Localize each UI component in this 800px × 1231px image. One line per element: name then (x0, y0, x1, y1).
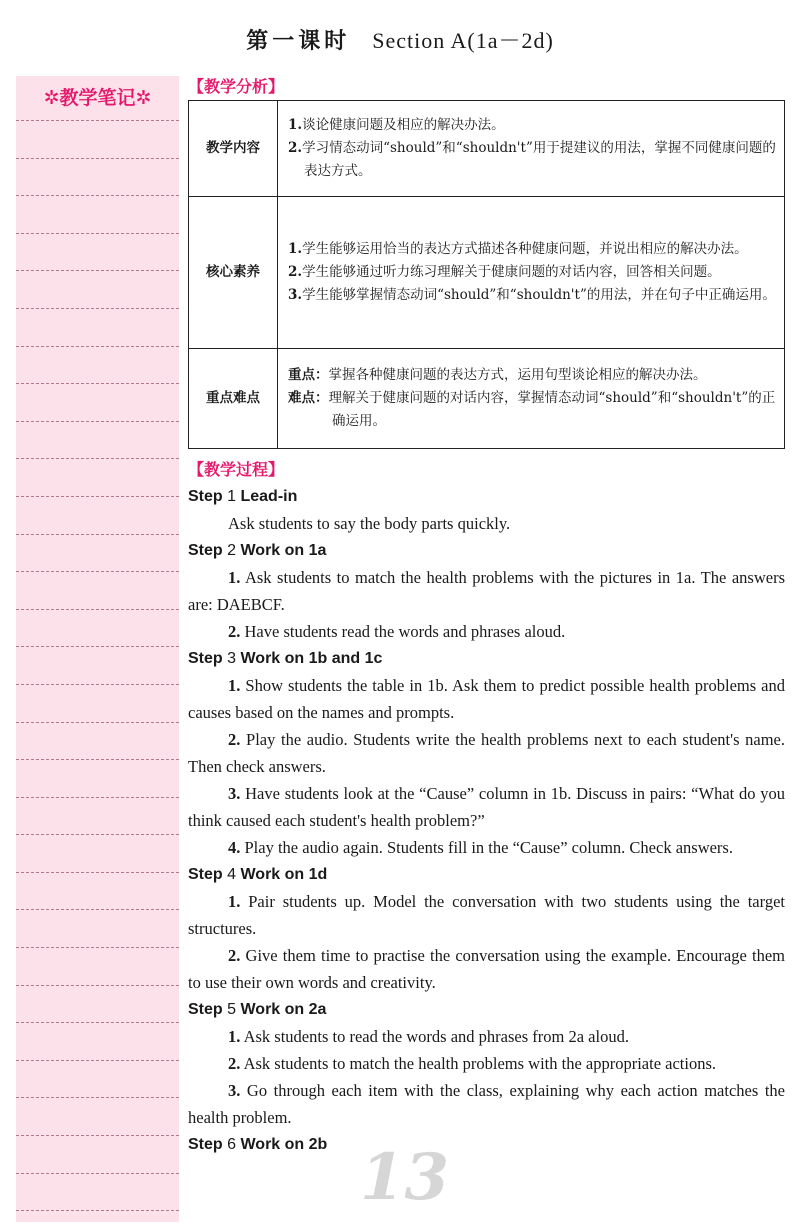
analysis-item-number: 重点： (288, 367, 329, 383)
note-line (16, 1174, 179, 1212)
analysis-row (189, 349, 785, 449)
step-number: 3 (227, 650, 237, 667)
lesson-label: 第一课时 (246, 28, 351, 53)
step-paragraph (188, 834, 785, 861)
note-line (16, 986, 179, 1024)
analysis-row-label: 教学内容 (189, 101, 278, 197)
paragraph-number: 2. (228, 622, 241, 641)
step-heading (188, 537, 785, 564)
step-heading (188, 996, 785, 1023)
analysis-row-content (278, 101, 785, 197)
paragraph-text: Show students the table in 1b. Ask them to predict possible health problems and causes based on the names and prompts. (188, 676, 785, 722)
analysis-item (288, 238, 776, 261)
note-line (16, 798, 179, 836)
note-line (16, 1023, 179, 1061)
analysis-item (288, 137, 776, 183)
note-line (16, 234, 179, 272)
analysis-item-text: 学生能够运用恰当的表达方式描述各种健康问题，并说出相应的解决办法。 (302, 241, 748, 257)
paragraph-text: Ask students to match the health problems with the appropriate actions. (240, 1054, 717, 1073)
paragraph-number: 2. (228, 1054, 241, 1073)
note-line (16, 459, 179, 497)
step-paragraph (188, 564, 785, 618)
paragraph-text: Pair students up. Model the conversation with two students using the target structures. (188, 892, 785, 938)
step-title: Work on 1d (240, 866, 328, 883)
page-number: 13 (360, 1140, 450, 1215)
step-paragraph (188, 942, 785, 996)
analysis-item (288, 387, 776, 433)
paragraph-text: Have students look at the “Cause” column in 1b. Discuss in pairs: “What do you think caused each student's health problem?” (188, 784, 785, 830)
teaching-notes-column (16, 76, 179, 1222)
step-number: 2 (227, 542, 237, 559)
notes-lines (16, 121, 179, 1211)
step-heading (188, 483, 785, 510)
notes-title: ✲教学笔记✲ (16, 76, 179, 121)
step-word: Step (188, 650, 223, 667)
step-paragraph (188, 510, 785, 537)
note-line (16, 384, 179, 422)
analysis-item-text: 学生能够通过听力练习理解关于健康问题的对话内容，回答相关问题。 (302, 264, 721, 280)
analysis-item-number: 1. (288, 117, 303, 133)
step-paragraph (188, 1050, 785, 1077)
step-heading (188, 861, 785, 888)
note-line (16, 535, 179, 573)
note-line (16, 873, 179, 911)
step-title: Lead-in (240, 488, 298, 505)
step-title: Work on 1a (240, 542, 327, 559)
note-line (16, 309, 179, 347)
paragraph-text: Play the audio again. Students fill in the “Cause” column. Check answers. (240, 838, 733, 857)
paragraph-text: Give them time to practise the conversation using the example. Encourage them to use their own words and creativity. (188, 946, 785, 992)
paragraph-number: 4. (228, 838, 241, 857)
note-line (16, 948, 179, 986)
analysis-item-text: 掌握各种健康问题的表达方式，运用句型谈论相应的解决办法。 (328, 367, 707, 383)
note-line (16, 610, 179, 648)
paragraph-number: 2. (228, 946, 241, 965)
analysis-item-number: 1. (288, 241, 303, 257)
paragraph-number: 3. (228, 1081, 241, 1100)
step-paragraph (188, 618, 785, 645)
analysis-item-number: 2. (288, 264, 303, 280)
note-line (16, 271, 179, 309)
paragraph-text: Have students read the words and phrases aloud. (240, 622, 566, 641)
analysis-row-content (278, 349, 785, 449)
analysis-item-text: 学生能够掌握情态动词“should”和“shouldn't”的用法，并在句子中正确运用。 (302, 287, 776, 303)
note-line (16, 910, 179, 948)
analysis-item (288, 261, 776, 284)
process-heading: 【教学过程】 (188, 460, 285, 479)
analysis-row (189, 197, 785, 349)
analysis-row (189, 101, 785, 197)
page-title (0, 24, 800, 55)
analysis-row-label: 重点难点 (189, 349, 278, 449)
step-word: Step (188, 866, 223, 883)
step-paragraph (188, 780, 785, 834)
step-title: Work on 2b (240, 1136, 328, 1153)
step-paragraph (188, 726, 785, 780)
analysis-item-number: 3. (288, 287, 303, 303)
note-line (16, 1136, 179, 1174)
analysis-item-number: 难点： (288, 390, 329, 406)
note-line (16, 159, 179, 197)
paragraph-text: Go through each item with the class, explaining why each action matches the health problem. (188, 1081, 785, 1127)
step-paragraph (188, 888, 785, 942)
step-number: 6 (227, 1136, 237, 1153)
step-title: Work on 1b and 1c (240, 650, 383, 667)
analysis-item (288, 284, 776, 307)
paragraph-number: 1. (228, 892, 241, 911)
note-line (16, 347, 179, 385)
paragraph-number: 3. (228, 784, 241, 803)
step-word: Step (188, 1001, 223, 1018)
step-heading (188, 1131, 785, 1158)
analysis-item-text: 理解关于健康问题的对话内容，掌握情态动词“should”和“shouldn't”的正确运用。 (328, 390, 776, 429)
step-number: 1 (227, 488, 237, 505)
analysis-item-number: 2. (288, 140, 303, 156)
note-line (16, 1061, 179, 1099)
step-paragraph (188, 1077, 785, 1131)
step-word: Step (188, 1136, 223, 1153)
step-word: Step (188, 488, 223, 505)
note-line (16, 647, 179, 685)
main-content (188, 74, 785, 1158)
analysis-item (288, 364, 776, 387)
paragraph-number: 2. (228, 730, 241, 749)
note-line (16, 760, 179, 798)
step-paragraph (188, 1023, 785, 1050)
analysis-row-label: 核心素养 (189, 197, 278, 349)
note-line (16, 1098, 179, 1136)
paragraph-number: 1. (228, 1027, 241, 1046)
analysis-table (188, 100, 785, 449)
note-line (16, 685, 179, 723)
section-label: Section A(1a－2d) (372, 28, 554, 53)
analysis-row-content (278, 197, 785, 349)
analysis-item-text: 学习情态动词“should”和“shouldn't”用于提建议的用法，掌握不同健康问题的表达方式。 (302, 140, 776, 179)
analysis-item (288, 114, 776, 137)
step-title: Work on 2a (240, 1001, 327, 1018)
step-word: Step (188, 542, 223, 559)
step-heading (188, 645, 785, 672)
note-line (16, 835, 179, 873)
step-number: 5 (227, 1001, 237, 1018)
analysis-item-text: 谈论健康问题及相应的解决办法。 (302, 117, 505, 133)
paragraph-text: Ask students to match the health problems with the pictures in 1a. The answers are: DAEBCF. (188, 568, 785, 614)
analysis-heading: 【教学分析】 (188, 77, 285, 96)
process-body (188, 483, 785, 1158)
note-line (16, 497, 179, 535)
paragraph-text: Ask students to say the body parts quickly. (228, 514, 511, 533)
paragraph-text: Ask students to read the words and phrases from 2a aloud. (240, 1027, 629, 1046)
paragraph-number: 1. (228, 568, 241, 587)
note-line (16, 422, 179, 460)
step-number: 4 (227, 866, 237, 883)
step-paragraph (188, 672, 785, 726)
note-line (16, 121, 179, 159)
paragraph-number: 1. (228, 676, 241, 695)
note-line (16, 196, 179, 234)
note-line (16, 572, 179, 610)
paragraph-text: Play the audio. Students write the health problems next to each student's name. Then check answers. (188, 730, 785, 776)
note-line (16, 723, 179, 761)
